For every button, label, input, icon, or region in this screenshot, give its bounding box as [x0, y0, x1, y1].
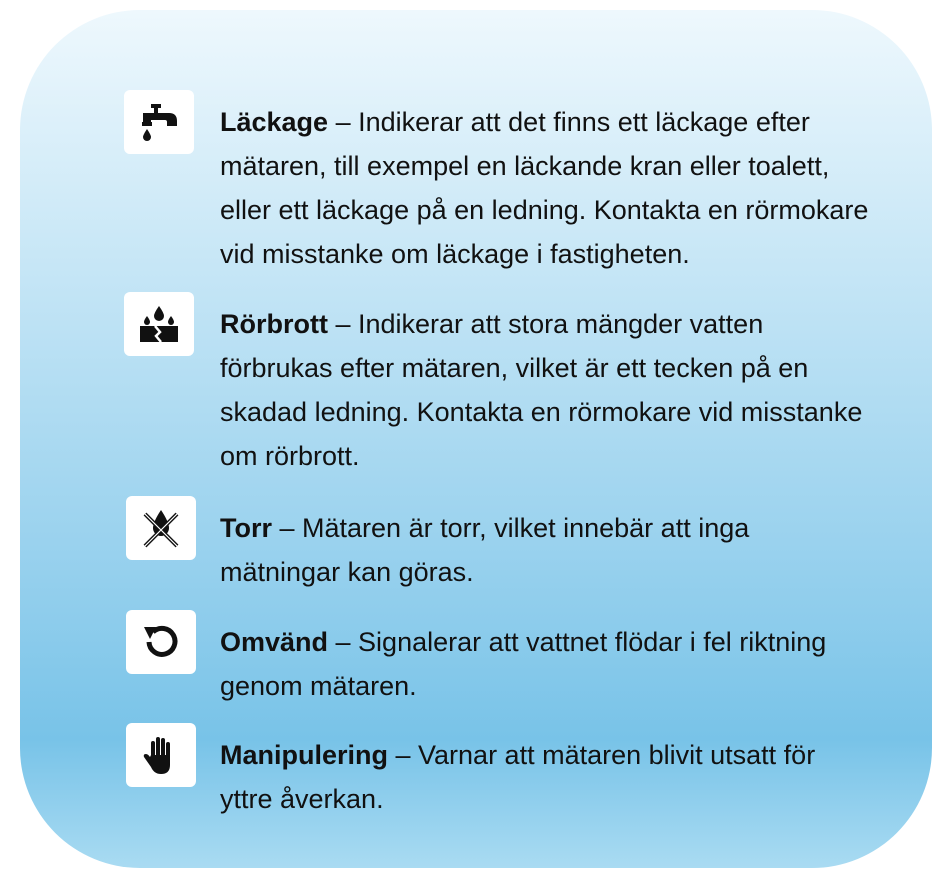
item-description: – Mätaren är torr, vilket innebär att inga mätningar kan göras. [220, 513, 750, 587]
faucet-leak-icon [124, 90, 194, 154]
reverse-flow-icon [126, 610, 196, 674]
hand-stop-icon [126, 723, 196, 787]
item-description: – Indikerar att det finns ett läckage efter mätaren, till exempel en läckande kran eller toalett, eller ett läckage på en ledning. Kontakta en rörmokare vid misstanke om läckage i fastigheten. [220, 107, 869, 269]
item-text [220, 733, 870, 821]
item-text [220, 302, 870, 478]
item-term: Läckage [220, 107, 329, 137]
burst-pipe-icon [124, 292, 194, 356]
item-term: Rörbrott [220, 309, 328, 339]
item-term: Omvänd [220, 627, 329, 657]
item-term: Manipulering [220, 740, 388, 770]
dry-meter-icon [126, 496, 196, 560]
item-text [220, 100, 870, 276]
item-text [220, 506, 870, 594]
item-text [220, 620, 870, 708]
item-term: Torr [220, 513, 272, 543]
item-description: – Signalerar att vattnet flödar i fel riktning genom mätaren. [220, 627, 827, 701]
item-description: – Varnar att mätaren blivit utsatt för yttre åverkan. [220, 740, 816, 814]
info-card [20, 10, 932, 868]
item-description: – Indikerar att stora mängder vatten förbrukas efter mätaren, vilket är ett tecken på en skadad ledning. Kontakta en rörmokare vid misstanke om rörbrott. [220, 309, 863, 471]
